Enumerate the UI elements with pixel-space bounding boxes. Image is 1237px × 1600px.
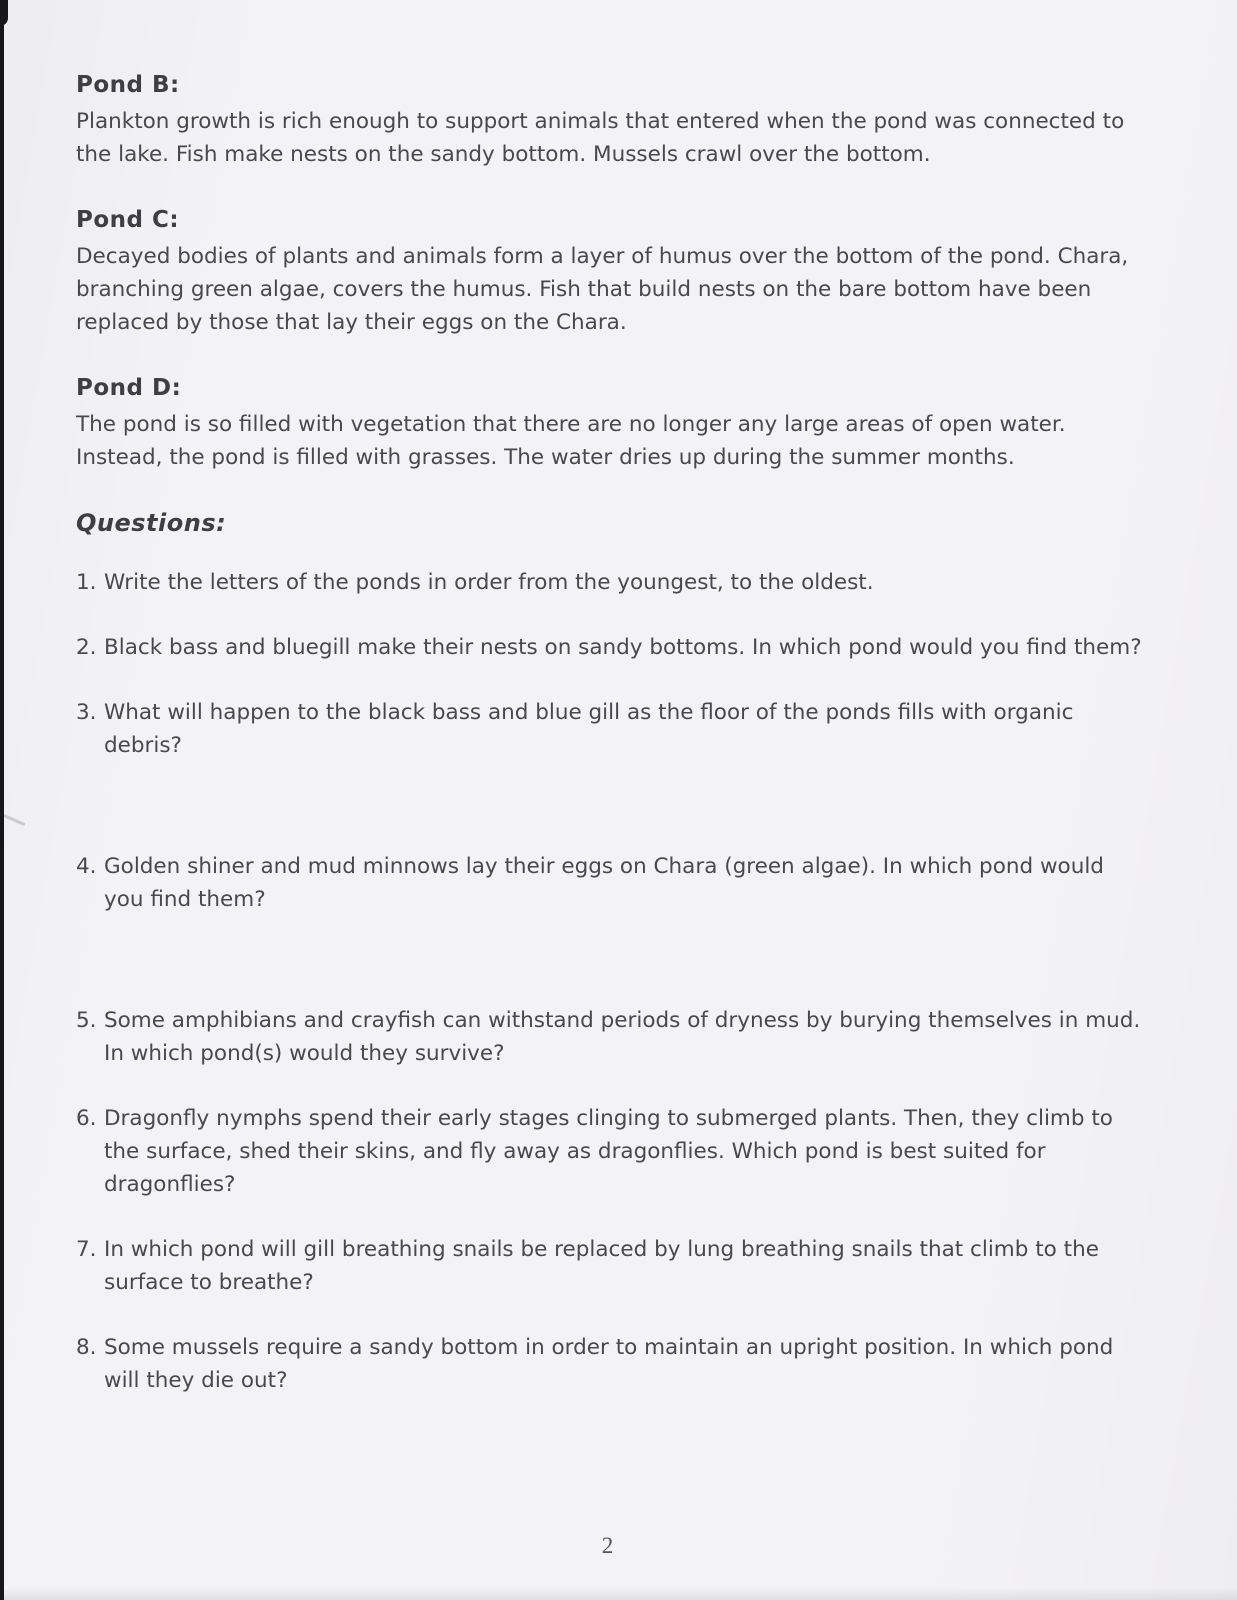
section-pond-c-body: Decayed bodies of plants and animals form a layer of humus over the bottom of the pond. Chara, branching green algae, covers the humus. Fish that build nests on the bare bottom have been replaced by those that lay their eggs on the Chara. xyxy=(76,244,1129,335)
section-pond-b xyxy=(76,70,1145,171)
question-7 xyxy=(76,1233,1145,1299)
question-1-number: 1. xyxy=(76,570,97,595)
section-pond-d xyxy=(76,373,1145,474)
question-5-number: 5. xyxy=(76,1008,97,1033)
section-pond-d-body: The pond is so filled with vegetation that there are no longer any large areas of open water. Instead, the pond is filled with grasses. The water dries up during the summer months. xyxy=(76,412,1066,470)
question-5-text: Some amphibians and crayfish can withstand periods of dryness by burying themselves in mud. In which pond(s) would they survive? xyxy=(104,1008,1141,1066)
question-3-text: What will happen to the black bass and blue gill as the floor of the ponds fills with organic debris? xyxy=(104,700,1074,758)
question-8-text: Some mussels require a sandy bottom in order to maintain an upright position. In which pond will they die out? xyxy=(104,1335,1114,1393)
question-7-number: 7. xyxy=(76,1237,97,1262)
question-3 xyxy=(76,696,1145,762)
question-6-text: Dragonfly nymphs spend their early stages clinging to submerged plants. Then, they climb to the surface, shed their skins, and fly away as dragonflies. Which pond is best suited for dragonflies? xyxy=(104,1106,1113,1197)
section-pond-c xyxy=(76,205,1145,339)
section-pond-c-heading: Pond C: xyxy=(76,207,180,233)
question-8 xyxy=(76,1331,1145,1397)
question-5 xyxy=(76,1004,1145,1070)
question-3-number: 3. xyxy=(76,700,97,725)
questions-list xyxy=(76,566,1145,1397)
questions-heading: Questions: xyxy=(76,509,227,537)
question-8-number: 8. xyxy=(76,1335,97,1360)
question-4-number: 4. xyxy=(76,854,97,879)
question-4 xyxy=(76,850,1145,916)
question-6-number: 6. xyxy=(76,1106,97,1131)
question-1 xyxy=(76,566,1145,599)
section-pond-b-body: Plankton growth is rich enough to support animals that entered when the pond was connected to the lake. Fish make nests on the sandy bottom. Mussels crawl over the bottom. xyxy=(76,109,1125,167)
page-number: 2 xyxy=(601,1533,614,1558)
section-pond-d-heading: Pond D: xyxy=(76,375,182,401)
question-4-text: Golden shiner and mud minnows lay their eggs on Chara (green algae). In which pond would you find them? xyxy=(104,854,1104,912)
question-2 xyxy=(76,631,1145,664)
question-7-text: In which pond will gill breathing snails be replaced by lung breathing snails that climb to the surface to breathe? xyxy=(104,1237,1099,1295)
question-1-text: Write the letters of the ponds in order from the youngest, to the oldest. xyxy=(104,570,874,595)
section-pond-b-heading: Pond B: xyxy=(76,72,180,98)
scan-edge-left xyxy=(0,0,4,1600)
question-6 xyxy=(76,1102,1145,1201)
scan-edge-bottom xyxy=(0,1588,1237,1600)
question-2-text: Black bass and bluegill make their nests on sandy bottoms. In which pond would you find them? xyxy=(104,635,1142,660)
question-2-number: 2. xyxy=(76,635,97,660)
